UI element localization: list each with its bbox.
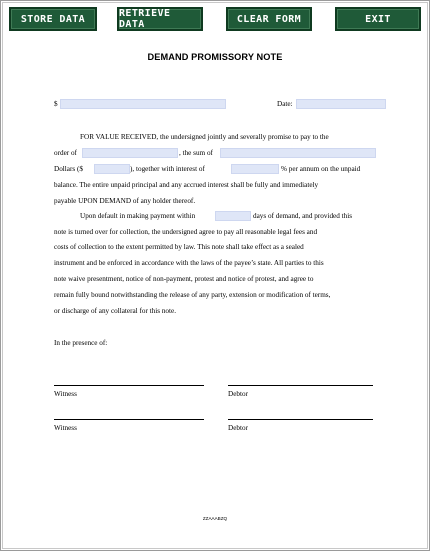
para2-line7: or discharge of any collateral for this note. — [54, 307, 177, 315]
exit-button[interactable]: EXIT — [335, 7, 421, 31]
document-title: DEMAND PROMISSORY NOTE — [147, 52, 283, 62]
para2-line4: instrument and be enforced in accordance with the laws of the payee’s state. All parties to this — [54, 259, 324, 267]
para1-line5: payable UPON DEMAND of any holder thereof. — [54, 197, 196, 205]
para2-line2: note is turned over for collection, the undersigned agree to pay all reasonable legal fees and — [54, 228, 318, 236]
debtor-label-1: Debtor — [228, 390, 248, 398]
debtor-signature-line-1 — [228, 385, 373, 386]
para1-line4: balance. The entire unpaid principal and any accrued interest shall be fully and immediately — [54, 181, 319, 189]
presence-label: In the presence of: — [54, 339, 108, 347]
debtor-signature-line-2 — [228, 419, 373, 420]
para1-sum-of-label: , the sum of — [179, 149, 213, 157]
date-field[interactable] — [296, 99, 386, 109]
witness-label-2: Witness — [54, 424, 77, 432]
witness-signature-line-1 — [54, 385, 204, 386]
default-days-field[interactable] — [215, 211, 251, 221]
store-data-button[interactable]: STORE DATA — [9, 7, 97, 31]
para2-line5: note waive presentment, notice of non-payment, protest and notice of protest, and agree to — [54, 275, 314, 283]
para2-line6: remain fully bound notwithstanding the release of any party, extension or modification of terms, — [54, 291, 331, 299]
retrieve-data-button[interactable]: RETRIEVE DATA — [117, 7, 203, 31]
amount-prefix: $ — [54, 100, 58, 108]
para1-dollars-label: Dollars ($ — [54, 165, 83, 173]
para2-days-label: days of demand, and provided this — [253, 212, 353, 220]
footer-code: ZZAAABZQ — [202, 516, 228, 521]
sum-words-field[interactable] — [220, 148, 376, 158]
date-label: Date: — [277, 100, 293, 108]
para1-per-annum-label: % per annum on the unpaid — [281, 165, 361, 173]
clear-form-button[interactable]: CLEAR FORM — [226, 7, 312, 31]
witness-signature-line-2 — [54, 419, 204, 420]
debtor-label-2: Debtor — [228, 424, 248, 432]
para1-order-of-label: order of — [54, 149, 77, 157]
para1-interest-label: ), together with interest of — [130, 165, 205, 173]
sum-numeric-field[interactable] — [94, 164, 130, 174]
amount-field[interactable] — [60, 99, 226, 109]
payee-field[interactable] — [82, 148, 178, 158]
para2-default-label: Upon default in making payment within — [80, 212, 196, 220]
para2-line3: costs of collection to the extent permitted by law. This note shall take effect as a sealed — [54, 243, 304, 251]
para1-line1: FOR VALUE RECEIVED, the undersigned jointly and severally promise to pay to the — [80, 133, 329, 141]
interest-rate-field[interactable] — [231, 164, 279, 174]
witness-label-1: Witness — [54, 390, 77, 398]
